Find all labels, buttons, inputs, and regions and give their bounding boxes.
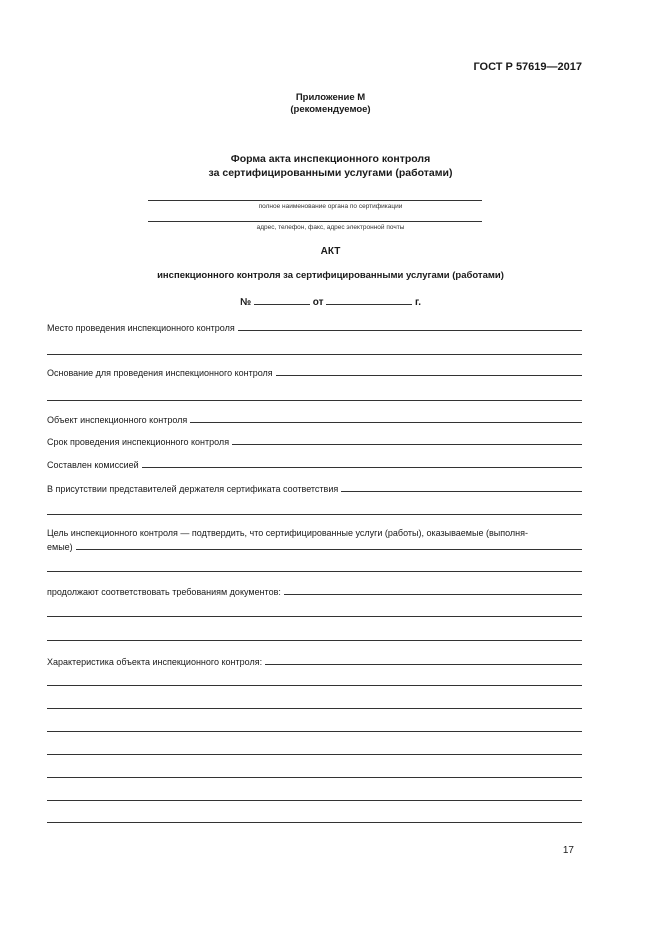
number-blank: [254, 295, 310, 305]
form-title: [0, 152, 661, 180]
annex-subtitle: (рекомендуемое): [290, 104, 371, 115]
commission-line: [142, 467, 582, 468]
characteristics-extra-line-3: [47, 731, 582, 732]
goal-extra-line: [47, 571, 582, 572]
commission-label: Составлен комиссией: [47, 460, 139, 470]
presence-label: В присутствии представителей держателя сертификата соответствия: [47, 484, 339, 494]
goal-label-2: емые): [47, 542, 73, 552]
org-name-line: [148, 200, 482, 201]
term-label: Срок проведения инспекционного контроля: [47, 437, 230, 447]
characteristics-extra-line-1: [47, 685, 582, 686]
annex-title: Приложение М: [295, 92, 366, 103]
act-number-line: [0, 295, 661, 308]
goal-line: [76, 549, 582, 550]
org-name-caption: полное наименование органа по сертификации: [258, 203, 403, 210]
basis-line: [276, 375, 582, 376]
presence-extra-line: [47, 514, 582, 515]
form-title-line-2: за сертифицированными услугами (работами): [208, 167, 453, 179]
place-extra-line: [47, 354, 582, 355]
characteristics-field: [47, 654, 582, 667]
org-address-line: [148, 221, 482, 222]
place-line: [238, 330, 582, 331]
characteristics-label: Характеристика объекта инспекционного контроля:: [47, 657, 263, 667]
act-subtitle: инспекционного контроля за сертифицированными услугами (работами): [157, 270, 504, 281]
basis-field: [47, 365, 582, 378]
number-label: №: [240, 297, 252, 308]
characteristics-extra-line-7: [47, 822, 582, 823]
annex-heading: [0, 92, 661, 116]
place-field: [47, 320, 582, 333]
goal-field: [47, 539, 582, 552]
documents-field: [47, 584, 582, 597]
characteristics-extra-line-6: [47, 800, 582, 801]
term-field: [47, 434, 582, 447]
characteristics-extra-line-5: [47, 777, 582, 778]
basis-extra-line: [47, 400, 582, 401]
date-blank: [326, 295, 412, 305]
goal-line-1: Цель инспекционного контроля — подтвердить, что сертифицированные услуги (работы), оказываемые (выполня-: [47, 528, 528, 538]
basis-label: Основание для проведения инспекционного контроля: [47, 368, 273, 378]
org-address-caption: адрес, телефон, факс, адрес электронной почты: [256, 224, 405, 231]
documents-line: [284, 594, 582, 595]
documents-label: продолжают соответствовать требованиям документов:: [47, 587, 281, 597]
presence-line: [341, 491, 582, 492]
object-field: [47, 412, 582, 425]
standard-number: ГОСТ Р 57619—2017: [473, 61, 582, 73]
place-label: Место проведения инспекционного контроля: [47, 323, 235, 333]
characteristics-line: [265, 664, 582, 665]
year-suffix: г.: [415, 297, 421, 308]
object-line: [190, 422, 582, 423]
act-title: АКТ: [320, 246, 341, 257]
commission-field: [47, 457, 582, 470]
object-label: Объект инспекционного контроля: [47, 415, 188, 425]
documents-extra-line-1: [47, 616, 582, 617]
characteristics-extra-line-2: [47, 708, 582, 709]
presence-field: [47, 481, 582, 494]
term-line: [232, 444, 582, 445]
form-title-line-1: Форма акта инспекционного контроля: [230, 153, 431, 165]
from-label: от: [312, 297, 324, 308]
page-number: 17: [562, 845, 574, 856]
characteristics-extra-line-4: [47, 754, 582, 755]
documents-extra-line-2: [47, 640, 582, 641]
